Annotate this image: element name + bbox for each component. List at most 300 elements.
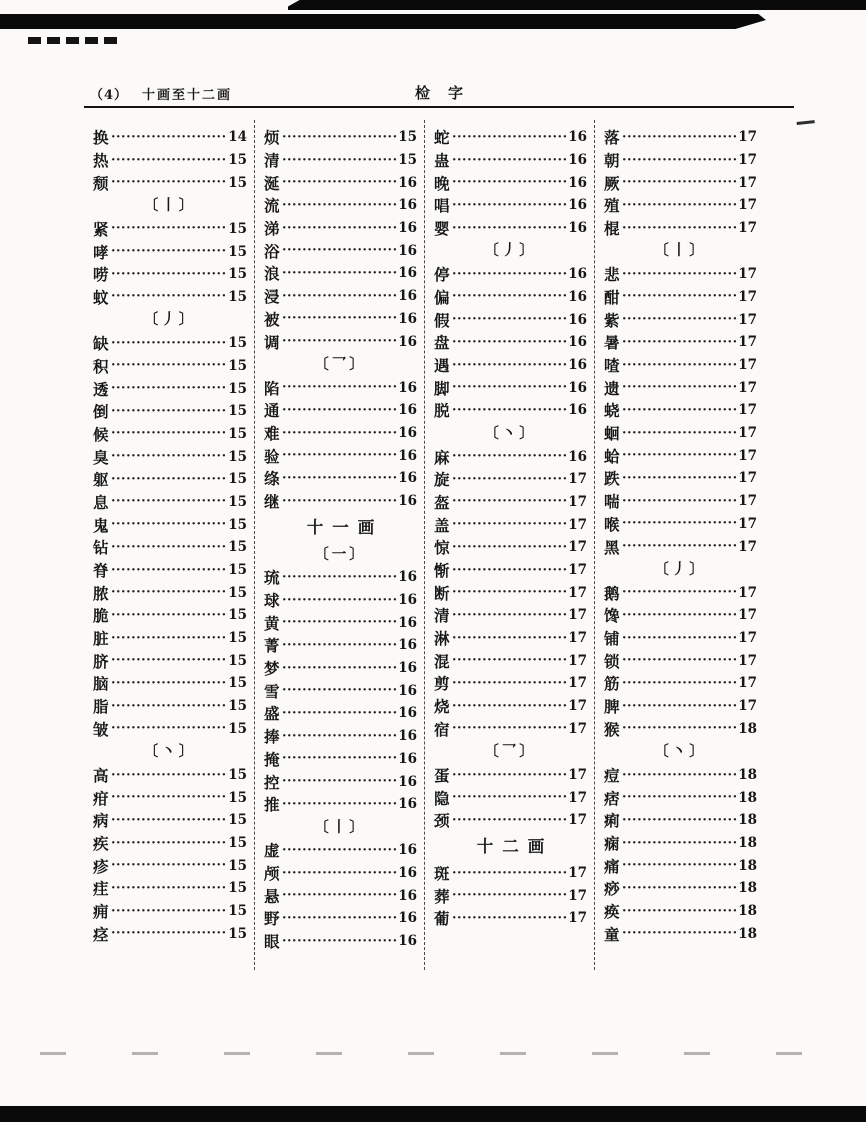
entry-character: 唠 [93,265,110,285]
scan-artifact-top-bar-1 [288,0,866,10]
entry-page-number: 17 [738,402,757,419]
index-entry [604,171,757,194]
index-entry [604,764,757,787]
dot-leader [111,400,227,423]
dot-leader [282,330,397,353]
dot-leader [452,126,567,149]
dot-leader [622,467,737,490]
index-entry [604,331,757,354]
index-entry [264,171,417,194]
index-entry [434,126,587,149]
entry-page-number: 15 [228,288,247,305]
scan-artifact-top-dash [28,37,122,44]
dot-leader [111,536,227,559]
index-entry [264,422,417,445]
index-entry [93,559,247,582]
dot-leader [622,649,737,672]
index-entry [264,907,417,930]
page-header [84,84,794,108]
entry-character: 葡 [434,909,451,929]
dot-leader [622,286,737,309]
entry-character: 紫 [604,310,621,330]
entry-page-number: 16 [398,887,417,904]
entry-page-number: 15 [228,266,247,283]
entry-character: 暑 [604,333,621,353]
entry-character: 清 [434,606,451,626]
index-entry [604,627,757,650]
entry-character: 颓 [93,173,110,193]
entry-page-number: 16 [398,796,417,813]
dot-leader [622,786,737,809]
entry-page-number: 16 [398,265,417,282]
dot-leader [622,764,737,787]
entry-page-number: 17 [738,334,757,351]
stroke-group-header: 〔丶〕 [484,424,537,442]
dot-leader [622,854,737,877]
entry-character: 淋 [434,629,451,649]
dot-leader [111,263,227,286]
dot-leader [282,194,397,217]
entry-character: 旋 [434,470,451,490]
dot-leader [111,559,227,582]
entry-character: 球 [264,591,281,611]
entry-character: 颅 [264,864,281,884]
entry-page-number: 18 [738,789,757,806]
entry-character: 被 [264,309,281,329]
index-entry [93,809,247,832]
index-entry [264,589,417,612]
dot-leader [282,862,397,885]
entry-character: 躯 [93,470,110,490]
entry-character: 疹 [93,856,110,876]
entry-page-number: 16 [568,379,587,396]
index-entry [604,444,757,467]
entry-character: 落 [604,128,621,148]
entry-character: 钻 [93,538,110,558]
dot-leader [282,444,397,467]
stroke-group-header: 〔丿〕 [654,560,707,578]
entry-character: 积 [93,356,110,376]
index-entry [264,862,417,885]
entry-page-number: 16 [398,592,417,609]
entry-page-number: 17 [568,865,587,882]
entry-page-number: 16 [398,197,417,214]
index-entry [434,627,587,650]
entry-character: 馋 [604,606,621,626]
entry-page-number: 15 [228,335,247,352]
index-entry [434,217,587,240]
index-entry [434,399,587,422]
entry-character: 痢 [604,811,621,831]
dot-leader [111,672,227,695]
dot-leader [622,695,737,718]
entry-page-number: 15 [228,880,247,897]
dot-leader [282,308,397,331]
index-entry [93,695,247,718]
dot-leader [111,649,227,672]
entry-page-number: 17 [738,266,757,283]
entry-page-number: 16 [398,425,417,442]
index-entry [264,884,417,907]
dot-leader [622,308,737,331]
index-entry [604,604,757,627]
entry-page-number: 16 [398,493,417,510]
entry-page-number: 17 [738,584,757,601]
entry-character: 绦 [264,469,281,489]
dot-leader [622,809,737,832]
index-entry [264,611,417,634]
index-entry [434,862,587,885]
entry-page-number: 17 [738,447,757,464]
entry-character: 虚 [264,841,281,861]
index-column-3 [424,120,594,970]
entry-character: 脏 [93,629,110,649]
dot-leader [282,262,397,285]
index-entry [604,649,757,672]
entry-page-number: 16 [398,470,417,487]
entry-character: 蛋 [434,766,451,786]
dot-leader [282,884,397,907]
entry-character: 痘 [604,766,621,786]
entry-character: 热 [93,151,110,171]
index-entry [434,907,587,930]
entry-character: 涕 [264,219,281,239]
dot-leader [452,627,567,650]
entry-character: 通 [264,401,281,421]
entry-character: 雪 [264,681,281,701]
entry-page-number: 17 [568,584,587,601]
entry-page-number: 16 [568,448,587,465]
index-entry [264,308,417,331]
entry-character: 遗 [604,378,621,398]
dot-leader [282,239,397,262]
entry-character: 哮 [93,242,110,262]
dot-leader [452,695,567,718]
index-entry [93,468,247,491]
index-entry [264,285,417,308]
dot-leader [622,171,737,194]
dot-leader [622,832,737,855]
stroke-group-header: 〔乛〕 [484,743,537,761]
entry-page-number: 17 [738,630,757,647]
entry-page-number: 17 [568,720,587,737]
dot-leader [111,445,227,468]
entry-character: 跌 [604,469,621,489]
index-entry [604,376,757,399]
entry-page-number: 16 [398,174,417,191]
dot-leader [282,490,397,513]
index-entry [604,581,757,604]
dot-leader [452,354,567,377]
index-entry [604,513,757,536]
entry-page-number: 15 [228,812,247,829]
entry-character: 盘 [434,333,451,353]
entry-character: 锁 [604,651,621,671]
entry-character: 隐 [434,788,451,808]
index-entry [434,491,587,514]
entry-character: 陷 [264,378,281,398]
index-entry [93,536,247,559]
entry-character: 痧 [604,879,621,899]
entry-page-number: 15 [228,767,247,784]
index-entry [434,445,587,468]
dot-leader [452,718,567,741]
stroke-group-header: 〔乛〕 [314,355,367,373]
index-entry [93,263,247,286]
dot-leader [111,695,227,718]
entry-character: 蛔 [604,424,621,444]
entry-page-number: 17 [568,516,587,533]
index-entry [93,854,247,877]
entry-character: 浪 [264,264,281,284]
entry-page-number: 17 [568,652,587,669]
dot-leader [622,672,737,695]
entry-character: 麻 [434,447,451,467]
dot-leader [452,399,567,422]
entry-page-number: 18 [738,720,757,737]
index-entry [93,718,247,741]
entry-character: 厥 [604,173,621,193]
entry-page-number: 17 [738,288,757,305]
index-entry [93,240,247,263]
entry-page-number: 18 [738,812,757,829]
entry-character: 痛 [604,856,621,876]
entry-character: 推 [264,795,281,815]
entry-character: 酣 [604,287,621,307]
entry-page-number: 15 [228,471,247,488]
entry-page-number: 15 [398,152,417,169]
entry-page-number: 17 [568,607,587,624]
dot-leader [111,809,227,832]
index-entry [264,725,417,748]
dot-leader [111,764,227,787]
index-entry [93,900,247,923]
entry-page-number: 17 [738,425,757,442]
entry-page-number: 15 [228,380,247,397]
entry-character: 唱 [434,196,451,216]
entry-page-number: 16 [398,637,417,654]
entry-character: 浴 [264,241,281,261]
index-entry [93,764,247,787]
dot-leader [111,332,227,355]
index-entry [434,513,587,536]
entry-character: 鹅 [604,583,621,603]
entry-character: 假 [434,310,451,330]
entry-page-number: 15 [228,584,247,601]
index-entry [434,695,587,718]
entry-page-number: 16 [398,933,417,950]
entry-page-number: 16 [568,152,587,169]
dot-leader [111,218,227,241]
index-entry [264,149,417,172]
entry-character: 剪 [434,674,451,694]
entry-character: 烧 [434,697,451,717]
index-entry [264,330,417,353]
entry-page-number: 15 [398,129,417,146]
dot-leader [282,217,397,240]
stroke-group-header: 〔丿〕 [484,242,537,260]
page-number: （4） [90,88,129,103]
dot-leader [111,581,227,604]
index-entry [93,377,247,400]
dot-leader [452,331,567,354]
entry-character: 颈 [434,811,451,831]
index-entry [264,679,417,702]
dot-leader [111,491,227,514]
dot-leader [452,217,567,240]
index-entry [264,566,417,589]
index-entry [434,376,587,399]
index-entry [434,884,587,907]
index-entry [604,354,757,377]
entry-page-number: 16 [568,334,587,351]
dot-leader [282,149,397,172]
dot-leader [622,194,737,217]
index-entry [93,423,247,446]
dot-leader [111,513,227,536]
entry-page-number: 16 [568,357,587,374]
dot-leader [111,171,227,194]
entry-page-number: 15 [228,448,247,465]
stroke-count-title: 十一画 [306,517,384,537]
entry-character: 皱 [93,719,110,739]
dot-leader [111,832,227,855]
entry-character: 调 [264,332,281,352]
entry-page-number: 16 [398,614,417,631]
entry-character: 殖 [604,196,621,216]
entry-character: 倒 [93,402,110,422]
dot-leader [282,679,397,702]
index-entry [93,171,247,194]
dot-leader [452,862,567,885]
dot-leader [622,604,737,627]
entry-character: 蚊 [93,287,110,307]
dot-leader [622,535,737,558]
entry-page-number: 18 [738,857,757,874]
dot-leader [282,611,397,634]
entry-character: 遇 [434,356,451,376]
index-entry [434,559,587,582]
entry-character: 脑 [93,674,110,694]
entry-page-number: 17 [738,129,757,146]
entry-page-number: 16 [398,750,417,767]
entry-page-number: 16 [398,242,417,259]
entry-character: 痈 [93,902,110,922]
entry-page-number: 17 [568,493,587,510]
scan-artifact-bottom-bar [0,1106,866,1122]
entry-character: 停 [434,265,451,285]
dot-leader [111,355,227,378]
index-entry [264,839,417,862]
dot-leader [282,634,397,657]
dot-leader [111,423,227,446]
entry-page-number: 17 [738,493,757,510]
entry-character: 梦 [264,659,281,679]
entry-page-number: 18 [738,903,757,920]
entry-page-number: 17 [738,538,757,555]
index-entry [604,809,757,832]
index-entry [434,263,587,286]
entry-character: 铺 [604,629,621,649]
index-entry [93,332,247,355]
dot-leader [452,263,567,286]
dot-leader [282,839,397,862]
entry-page-number: 15 [228,903,247,920]
entry-character: 蛇 [434,128,451,148]
entry-character: 脓 [93,583,110,603]
index-entry [604,786,757,809]
dot-leader [452,764,567,787]
index-column-1 [84,120,254,970]
dot-leader [452,536,567,559]
entry-page-number: 17 [738,470,757,487]
entry-page-number: 15 [228,562,247,579]
entry-page-number: 16 [398,333,417,350]
entry-page-number: 16 [398,910,417,927]
entry-page-number: 15 [228,835,247,852]
entry-character: 验 [264,446,281,466]
entry-page-number: 16 [568,174,587,191]
dot-leader [452,604,567,627]
index-entry [434,764,587,787]
dot-leader [282,467,397,490]
index-entry [93,491,247,514]
entry-page-number: 17 [738,698,757,715]
entry-page-number: 16 [398,660,417,677]
stroke-range-label: 十画至十二画 [142,88,233,103]
index-entry [604,900,757,923]
entry-page-number: 17 [568,675,587,692]
index-entry [264,634,417,657]
entry-page-number: 17 [568,767,587,784]
dot-leader [452,491,567,514]
index-entry [434,468,587,491]
dot-leader [622,581,737,604]
index-entry [434,672,587,695]
index-entry [264,217,417,240]
dot-leader [111,468,227,491]
dot-leader [111,126,227,149]
entry-page-number: 15 [228,220,247,237]
entry-character: 悲 [604,265,621,285]
dot-leader [622,490,737,513]
entry-page-number: 16 [568,129,587,146]
dot-leader [452,468,567,491]
index-entry [264,239,417,262]
entry-page-number: 16 [398,447,417,464]
entry-character: 菁 [264,636,281,656]
index-entry [604,149,757,172]
dot-leader [111,900,227,923]
index-entry [93,400,247,423]
scan-artifact-corner-mark [797,120,816,131]
entry-page-number: 16 [398,705,417,722]
index-entry [434,809,587,832]
entry-character: 烦 [264,128,281,148]
entry-character: 涎 [264,173,281,193]
index-entry [604,490,757,513]
stroke-group-header: 〔丶〕 [654,743,707,761]
index-column-4 [594,120,764,970]
index-entry [604,832,757,855]
entry-page-number: 15 [228,630,247,647]
dot-leader [111,786,227,809]
dot-leader [111,604,227,627]
entry-page-number: 17 [568,698,587,715]
entry-character: 黑 [604,537,621,557]
entry-page-number: 17 [738,152,757,169]
entry-character: 息 [93,492,110,512]
